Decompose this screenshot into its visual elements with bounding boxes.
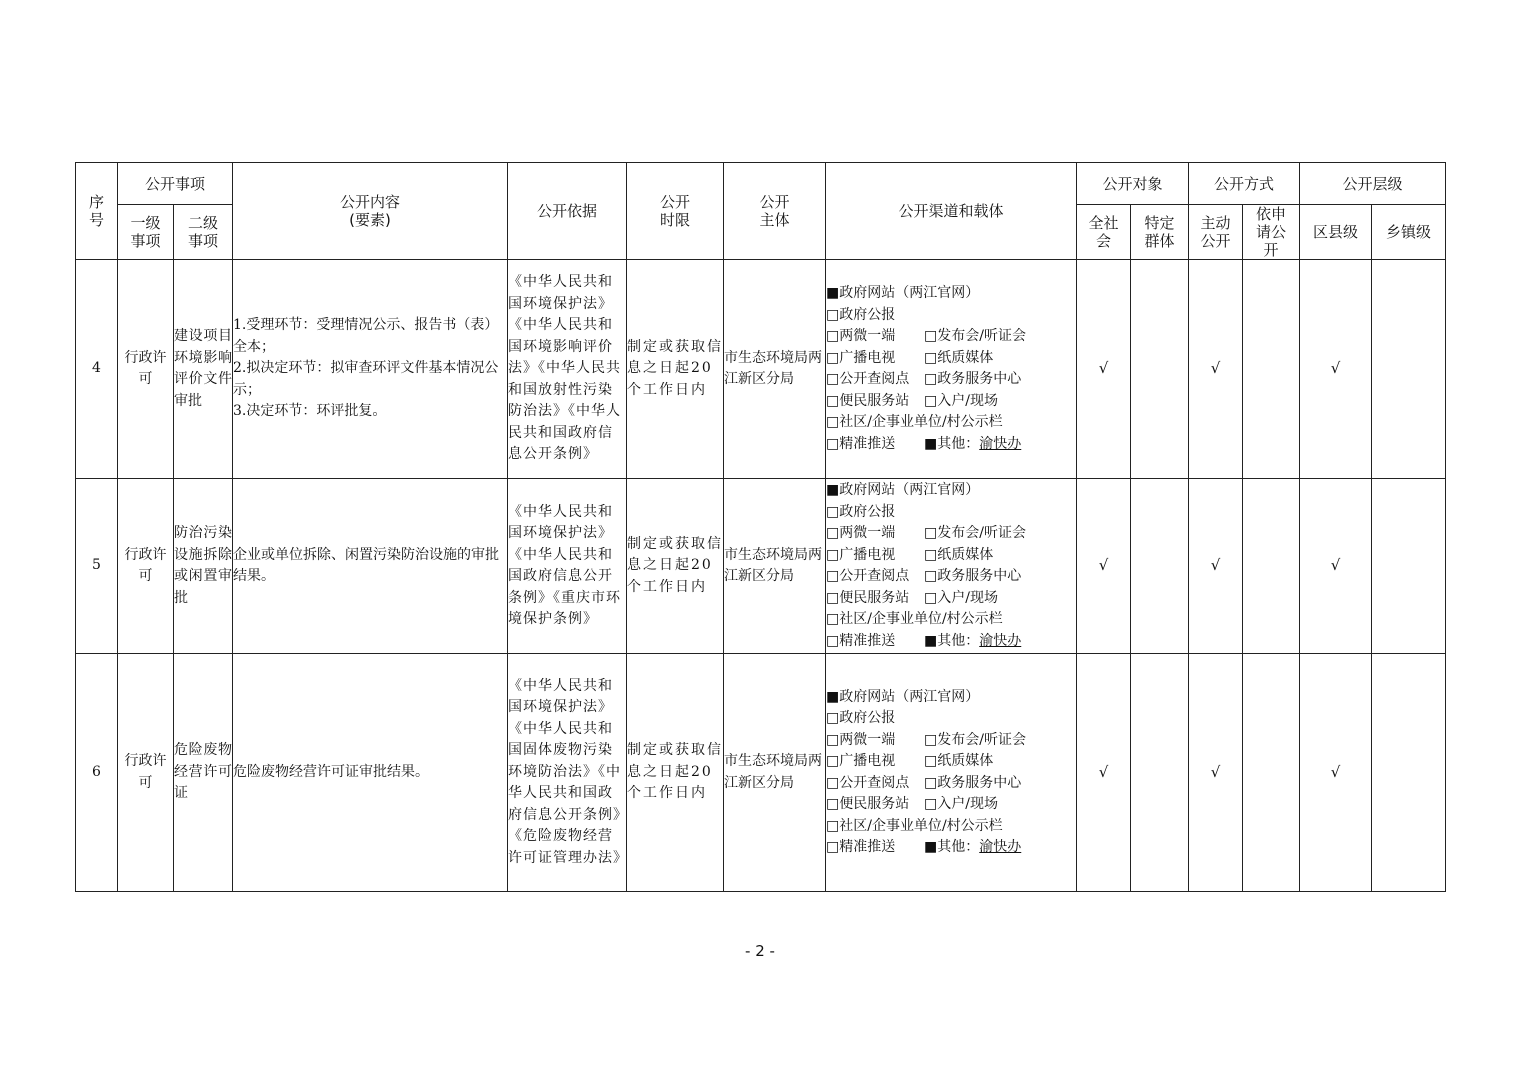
header-basis: 公开依据	[508, 163, 627, 260]
row-mode-active: √	[1189, 260, 1243, 479]
table-row	[76, 260, 1446, 479]
channel-service-center: □政务服务中心	[924, 371, 1022, 387]
channel-press: □发布会/听证会	[924, 328, 1026, 344]
header-target-specific: 特定群体	[1131, 205, 1189, 260]
row-mode-request	[1243, 654, 1300, 892]
channel-push: □精准推送	[826, 839, 896, 855]
page-number: - 2 -	[745, 942, 775, 960]
channel-door: □入户/现场	[924, 392, 998, 409]
row-seq: 4	[76, 260, 118, 479]
channel-other: ■其他：	[924, 839, 980, 855]
row-time-limit: 制定或获取信息之日起20个工作日内	[627, 260, 724, 479]
channel-tv: □广播电视	[826, 546, 896, 563]
header-time-limit: 公开时限	[627, 163, 724, 260]
row-subject: 市生态环境局两江新区分局	[724, 260, 826, 479]
row-content	[233, 479, 508, 654]
row-target-specific	[1131, 654, 1189, 892]
row-level-district: √	[1300, 260, 1372, 479]
content-line: 企业或单位拆除、闲置污染防治设施的审批结果。	[233, 546, 500, 584]
channel-paper: □纸质媒体	[924, 349, 994, 366]
row-target-specific	[1131, 479, 1189, 654]
header-level-district: 区县级	[1300, 205, 1372, 260]
channel-gov-website: ■政府网站（两江官网）	[826, 285, 980, 301]
channel-service-center: □政务服务中心	[924, 774, 1022, 791]
channel-paper: □纸质媒体	[924, 546, 994, 563]
channel-board: □社区/企事业单位/村公示栏	[826, 611, 1003, 627]
row-target-all: √	[1077, 654, 1131, 892]
row-channels	[826, 479, 1077, 654]
channel-other: ■其他：	[924, 632, 980, 649]
header-channels: 公开渠道和载体	[826, 163, 1077, 260]
channel-push: □精准推送	[826, 632, 896, 649]
header-target-all: 全社会	[1077, 205, 1131, 260]
row-level-town	[1372, 260, 1446, 479]
row-subject: 市生态环境局两江新区分局	[724, 479, 826, 654]
header-content: 公开内容(要素)	[233, 163, 508, 260]
channel-press: □发布会/听证会	[924, 731, 1026, 748]
row-target-specific	[1131, 260, 1189, 479]
content-line: 3.决定环节：环评批复。	[233, 403, 387, 420]
channel-paper: □纸质媒体	[924, 753, 994, 769]
channel-service-station: □便民服务站	[826, 392, 910, 409]
row-basis: 《中华人民共和国环境保护法》《中华人民共和国固体废物污染环境防治法》《中华人民共和国政府信息公开条例》《危险废物经营许可证管理办法》	[508, 654, 627, 892]
row-level2: 防治污染设施拆除或闲置审批	[174, 479, 233, 654]
row-level2: 危险废物经营许可证	[174, 654, 233, 892]
channel-reading-point: □公开查阅点	[826, 774, 910, 791]
channel-service-station: □便民服务站	[826, 589, 910, 606]
channel-tv: □广播电视	[826, 753, 896, 769]
channel-gov-gazette: □政府公报	[826, 503, 896, 520]
channel-service-center: □政务服务中心	[924, 568, 1022, 584]
row-mode-active: √	[1189, 654, 1243, 892]
channel-other: ■其他：	[924, 435, 980, 452]
row-level1: 行政许可	[118, 479, 174, 654]
channel-gov-website: ■政府网站（两江官网）	[826, 688, 980, 705]
header-level1: 一级事项	[118, 205, 174, 260]
disclosure-table	[75, 162, 1446, 892]
row-content	[233, 260, 508, 479]
header-level2: 二级事项	[174, 205, 233, 260]
row-level-town	[1372, 479, 1446, 654]
channel-gov-gazette: □政府公报	[826, 306, 896, 323]
header-subject: 公开主体	[724, 163, 826, 260]
row-level-district: √	[1300, 479, 1372, 654]
row-mode-active: √	[1189, 479, 1243, 654]
header-item-group: 公开事项	[118, 163, 233, 205]
channel-two-micro: □两微一端	[826, 328, 896, 344]
header-target-group: 公开对象	[1077, 163, 1189, 205]
channel-press: □发布会/听证会	[924, 525, 1026, 541]
row-channels	[826, 654, 1077, 892]
channel-gov-gazette: □政府公报	[826, 710, 896, 726]
channel-gov-website: ■政府网站（两江官网）	[826, 482, 980, 498]
channel-reading-point: □公开查阅点	[826, 371, 910, 387]
row-basis: 《中华人民共和国环境保护法》《中华人民共和国政府信息公开条例》《重庆市环境保护条例》	[508, 479, 627, 654]
table-row	[76, 479, 1446, 654]
row-seq: 6	[76, 654, 118, 892]
row-basis: 《中华人民共和国环境保护法》《中华人民共和国环境影响评价法》《中华人民共和国放射性污染防治法》《中华人民共和国政府信息公开条例》	[508, 260, 627, 479]
channel-other-value: 渝快办	[979, 839, 1022, 855]
row-content	[233, 654, 508, 892]
row-mode-request	[1243, 260, 1300, 479]
channel-door: □入户/现场	[924, 589, 998, 606]
header-level-group: 公开层级	[1300, 163, 1446, 205]
channel-reading-point: □公开查阅点	[826, 568, 910, 584]
channel-two-micro: □两微一端	[826, 731, 896, 748]
channel-two-micro: □两微一端	[826, 525, 896, 541]
header-seq: 序号	[76, 163, 118, 260]
channel-board: □社区/企事业单位/村公示栏	[826, 817, 1003, 834]
channel-tv: □广播电视	[826, 349, 896, 366]
header-level-town: 乡镇级	[1372, 205, 1446, 260]
row-target-all: √	[1077, 260, 1131, 479]
row-level1: 行政许可	[118, 654, 174, 892]
channel-service-station: □便民服务站	[826, 796, 910, 812]
channel-other-value: 渝快办	[979, 435, 1022, 452]
header-mode-request: 依申请公开	[1243, 205, 1300, 260]
row-level1: 行政许可	[118, 260, 174, 479]
row-subject: 市生态环境局两江新区分局	[724, 654, 826, 892]
table-row	[76, 654, 1446, 892]
content-line: 危险废物经营许可证审批结果。	[233, 763, 430, 780]
header-mode-active: 主动公开	[1189, 205, 1243, 260]
row-target-all: √	[1077, 479, 1131, 654]
row-seq: 5	[76, 479, 118, 654]
row-time-limit: 制定或获取信息之日起20个工作日内	[627, 654, 724, 892]
content-line: 1.受理环节：受理情况公示、报告书（表）全本；	[233, 317, 499, 355]
header-mode-group: 公开方式	[1189, 163, 1300, 205]
channel-board: □社区/企事业单位/村公示栏	[826, 414, 1003, 430]
row-level2: 建设项目环境影响评价文件审批	[174, 260, 233, 479]
row-time-limit: 制定或获取信息之日起20个工作日内	[627, 479, 724, 654]
channel-door: □入户/现场	[924, 796, 998, 812]
channel-push: □精准推送	[826, 435, 896, 452]
row-mode-request	[1243, 479, 1300, 654]
row-channels	[826, 260, 1077, 479]
row-level-town	[1372, 654, 1446, 892]
row-level-district: √	[1300, 654, 1372, 892]
channel-other-value: 渝快办	[979, 632, 1022, 649]
content-line: 2.拟决定环节：拟审查环评文件基本情况公示；	[233, 360, 499, 398]
